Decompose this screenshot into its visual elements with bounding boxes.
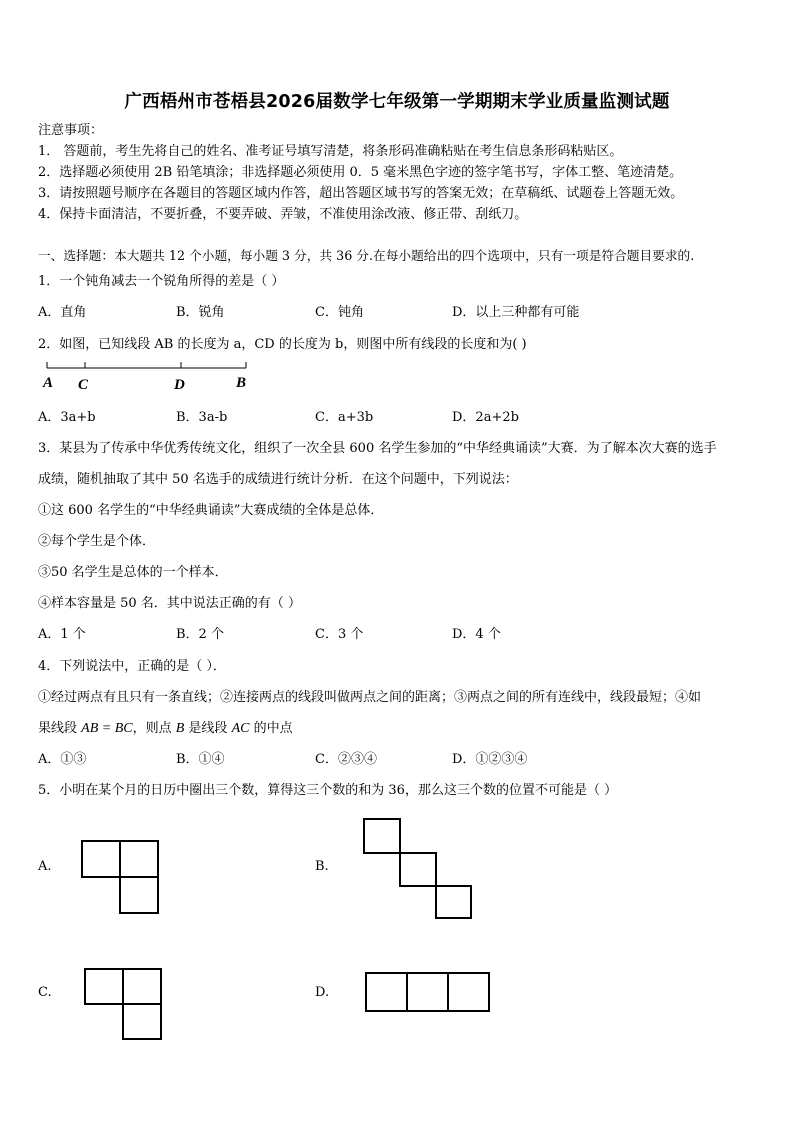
notice-item: 4．保持卡面清洁，不要折叠，不要弄破、弄皱，不准使用涂改液、修正带、刮纸刀。 (38, 207, 528, 222)
q3-statement-3: ③50 名学生是总体的一个样本． (38, 565, 228, 580)
point-label-d: D (174, 377, 185, 393)
q2-option-a: A．3a+b (38, 410, 96, 425)
question-3-stem-line1: 3．某县为了传承中华优秀传统文化，组织了一次全县 600 名学生参加的“中华经典诵读”大赛．为了解本次大赛的选手 (38, 441, 717, 456)
point-label-b: B (236, 375, 247, 391)
page-title: 广西梧州市苍梧县2026届数学七年级第一学期期末学业质量监测试题 (124, 92, 670, 112)
notice-item: 2．选择题必须使用 2B 铅笔填涂；非选择题必须使用 0．5 毫米黑色字迹的签字笔书写，字体工整、笔迹清楚。 (38, 165, 683, 180)
shape-b (364, 819, 471, 918)
notice-heading: 注意事项： (38, 123, 104, 138)
point-label-a: A (43, 375, 54, 391)
math-ab-equals-bc: AB = BC (81, 721, 133, 736)
q1-option-c: C．钝角 (315, 305, 364, 320)
q2-option-d: D．2a+2b (452, 410, 519, 425)
q5-option-a-label: A. (38, 859, 52, 874)
notice-item: 1． 答题前，考生先将自己的姓名、准考证号填写清楚，将条形码准确粘贴在考生信息条形码粘贴区。 (38, 144, 623, 159)
q4-option-d: D．①②③④ (452, 752, 528, 767)
point-label-c: C (78, 377, 89, 393)
q1-option-d: D．以上三种都有可能 (452, 305, 580, 320)
section-heading: 一、选择题：本大题共 12 个小题，每小题 3 分，共 36 分.在每小题给出的四个选项中，只有一项是符合题目要求的. (38, 248, 695, 263)
shape-a (82, 841, 158, 913)
q4-statements-line1: ①经过两点有且只有一条直线；②连接两点的线段叫做两点之间的距离；③两点之间的所有连线中，线段最短；④如 (38, 690, 702, 705)
question-3-stem-line2: 成绩，随机抽取了其中 50 名选手的成绩进行统计分析．在这个问题中，下列说法： (38, 472, 518, 487)
q3-statement-4: ④样本容量是 50 名．其中说法正确的有（ ） (38, 596, 301, 611)
question-4-stem: 4．下列说法中，正确的是（ ）． (38, 659, 226, 674)
q2-option-c: C．a+3b (315, 410, 374, 425)
question-5-stem: 5．小明在某个月的日历中圈出三个数，算得这三个数的和为 36，那么这三个数的位置不可能是（ ） (38, 783, 618, 798)
q5-option-c-label: C. (38, 985, 52, 1000)
notice-item: 3．请按照题号顺序在各题目的答题区域内作答，超出答题区域书写的答案无效；在草稿纸、试题卷上答题无效。 (38, 186, 684, 201)
q3-statement-2: ②每个学生是个体． (38, 534, 156, 549)
q4-line2-mid2: 是线段 (184, 721, 232, 736)
q4-option-c: C．②③④ (315, 752, 377, 767)
q3-option-b: B．2 个 (176, 627, 224, 642)
q3-statement-1: ①这 600 名学生的“中华经典诵读”大赛成绩的全体是总体． (38, 503, 384, 518)
shape-c (85, 969, 161, 1039)
q3-option-a: A．1 个 (38, 627, 86, 642)
q2-option-b: B．3a-b (176, 410, 228, 425)
q4-option-b: B．①④ (176, 752, 225, 767)
q1-option-b: B．锐角 (176, 305, 225, 320)
q4-line2-post: 的中点 (249, 721, 293, 736)
q5-option-d-label: D. (315, 985, 330, 1000)
q4-option-a: A．①③ (38, 752, 87, 767)
q3-option-d: D．4 个 (452, 627, 501, 642)
question-2-stem: 2．如图，已知线段 AB 的长度为 a，CD 的长度为 b，则图中所有线段的长度和为( ) (38, 337, 527, 352)
question-1-stem: 1．一个钝角减去一个锐角所得的差是（ ） (38, 274, 285, 289)
q5-option-b-label: B. (315, 859, 329, 874)
shape-d (366, 973, 489, 1011)
q3-option-c: C．3 个 (315, 627, 364, 642)
q4-line2-mid: ，则点 (132, 721, 176, 736)
q4-line2-pre: 果线段 (38, 721, 82, 736)
q1-option-a: A．直角 (38, 305, 87, 320)
math-ac: AC (231, 721, 250, 736)
math-b: B (175, 721, 185, 736)
